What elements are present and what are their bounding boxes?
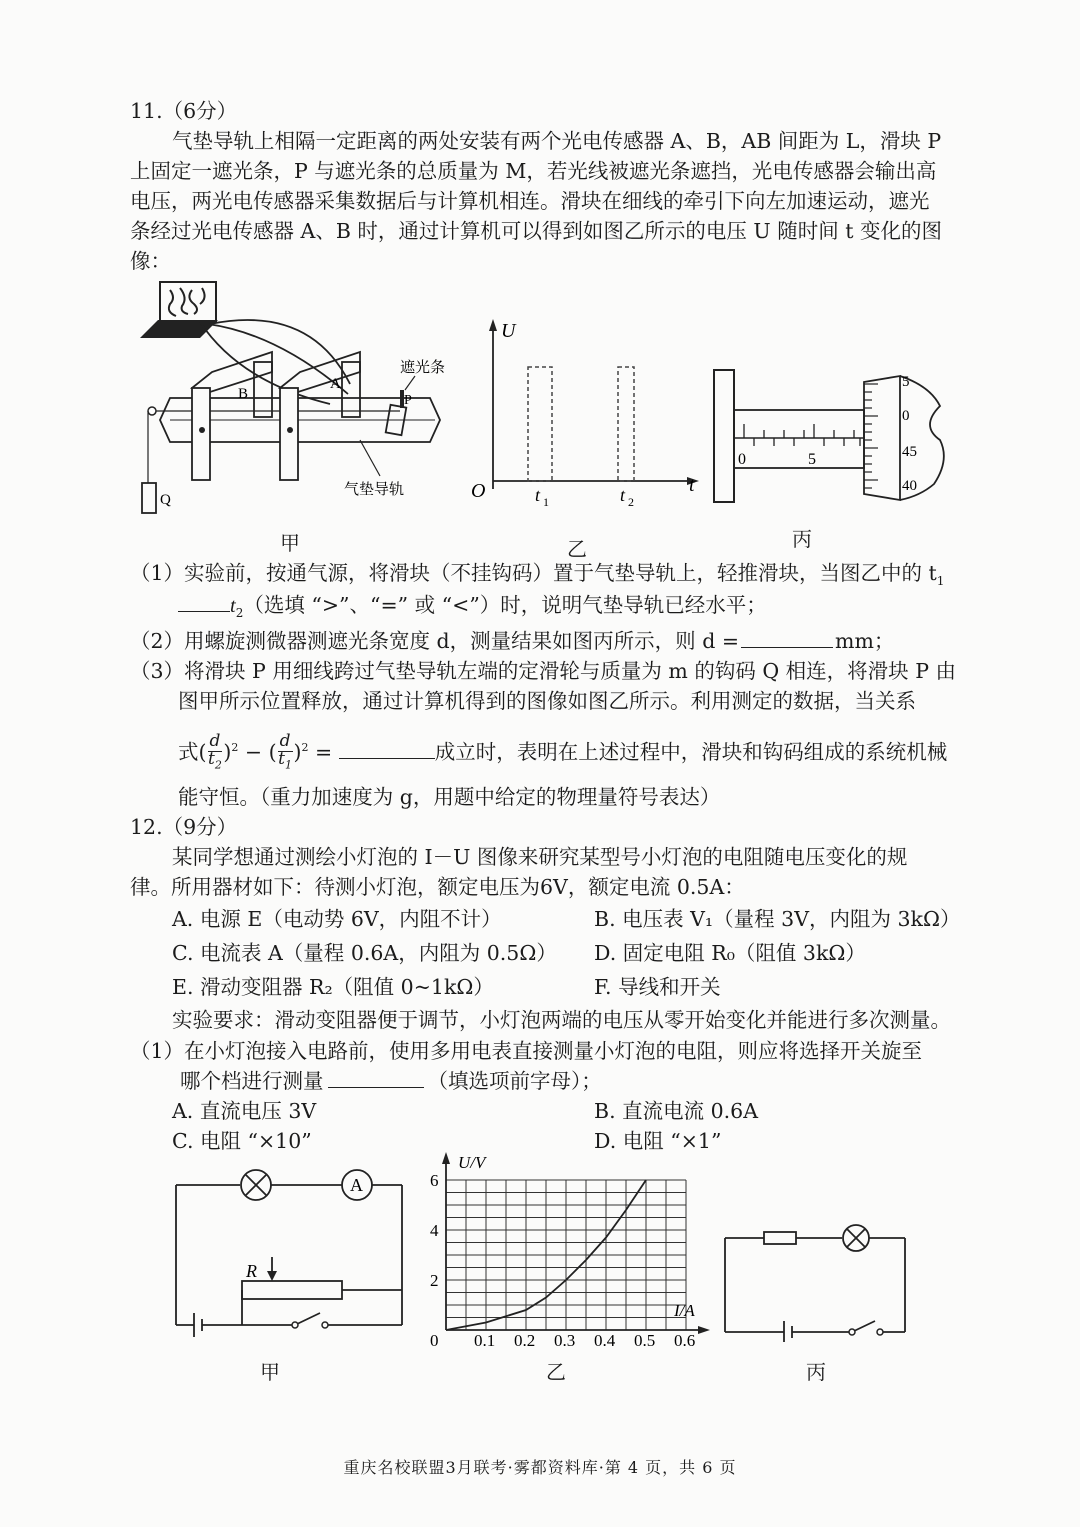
q12-choice-A: A. 直流电压 3V [172,1099,317,1123]
x-axis-label: I/A [674,1301,695,1320]
y-tick-label: 2 [430,1271,439,1290]
svg-text:2: 2 [628,495,634,509]
thimble-ticks [864,384,878,488]
q12-header: 12.（9分） [130,815,238,839]
q12-choice-B: B. 直流电流 0.6A [594,1099,759,1123]
q11-part1-line2: $t_2$（选填 “>”、“=” 或 “<”）时，说明气垫导轨已经水平； [178,590,767,628]
axis-t-label: t [689,474,695,496]
q12-intro-line-1: 某同学想通过测绘小灯泡的 I－U 图像来研究某型号小灯泡的电阻随电压变化的规 [172,845,908,869]
svg-text:t: t [535,485,541,505]
answer-blank-4[interactable] [328,1067,424,1088]
answer-blank-3[interactable] [339,738,435,759]
svg-text:A: A [330,376,341,392]
caption-bing: 丙 [792,527,812,551]
q12-circuit-bing [720,1222,910,1342]
svg-text:P: P [404,393,412,408]
page-footer: 重庆名校联盟3月联考·雾都资料库·第 4 页，共 6 页 [343,1458,737,1477]
q12-caption-jia: 甲 [260,1360,280,1384]
x-axis-arrow [698,1326,710,1334]
svg-text:5: 5 [808,451,816,468]
q11-intro-line-5: 像： [130,249,171,273]
origin-tick: 0 [430,1331,439,1350]
q11-intro-line-3: 电压，两光电传感器采集数据后与计算机相连。滑块在细线的牵引下向左加速运动，遮光 [130,189,930,213]
svg-text:45: 45 [902,444,917,460]
x-tick-label: 0.1 [474,1331,496,1350]
svg-text:5: 5 [902,374,910,390]
y-tick-label: 4 [430,1221,439,1240]
q12-option-D: D. 固定电阻 R₀（阻值 3kΩ） [594,941,866,965]
q12-choice-C: C. 电阻 “×10” [172,1129,312,1153]
q11-part2: （2）用螺旋测微器测遮光条宽度 d，测量结果如图丙所示，则 d = mm； [130,629,895,653]
pulse-2 [618,367,634,481]
q12-option-B: B. 电压表 V₁（量程 3V，内阻为 3kΩ） [594,907,961,931]
pulse-1 [528,367,552,481]
q11-figure-jia [130,280,460,520]
q11-part1-line1: （1）实验前，按通气源，将滑块（不挂钩码）置于气垫导轨上，轻推滑块，当图乙中的 $t_1$ [130,561,945,589]
y-tick-label: 6 [430,1171,439,1190]
svg-text:1: 1 [543,495,549,509]
svg-text:0: 0 [902,408,910,424]
q12-requirement: 实验要求：滑动变阻器便于调节，小灯泡两端的电压从零开始变化并能进行多次测量。 [172,1008,951,1032]
x-tick-label: 0.4 [594,1331,616,1350]
y-axis-label: U/V [458,1153,486,1172]
q12-part1-line2: 哪个档进行测量 （填选项前字母）； [180,1069,602,1093]
q11-part3-line1: （3）将滑块 P 用细线跨过气垫导轨左端的定滑轮与质量为 m 的钩码 Q 相连，将滑块 P 由 [130,659,957,683]
answer-blank-2[interactable] [741,627,833,648]
sensor-B [192,352,272,480]
q12-choice-D: D. 电阻 “×1” [594,1129,722,1153]
q12-caption-bing: 丙 [806,1360,826,1384]
q11-header: 11.（6分） [130,99,238,123]
rheostat-label: R [246,1261,257,1281]
q11-part3-line4: 能守恒。（重力加速度为 g，用题中给定的物理量符号表达） [178,785,721,809]
q11-intro-line-1: 气垫导轨上相隔一定距离的两处安装有两个光电传感器 A、B，AB 间距为 L，滑块 P [172,129,942,153]
q12-option-F: F. 导线和开关 [594,975,721,999]
y-axis-arrow [442,1152,450,1164]
x-tick-label: 0.2 [514,1331,536,1350]
q12-option-C: C. 电流表 A（量程 0.6A，内阻为 0.5Ω） [172,941,557,965]
svg-text:0: 0 [738,451,746,468]
svg-text:t: t [620,485,626,505]
label-zheguangtiao: 遮光条 [400,360,446,376]
caption-yi: 乙 [567,537,587,561]
q12-option-E: E. 滑动变阻器 R₂（阻值 0~1kΩ） [172,975,494,999]
chart-grid [446,1180,686,1330]
axis-U-label: U [501,320,516,342]
q12-circuit-jia [170,1165,410,1345]
q11-part3-line3: 式$(\frac{d}{t_2})^2 - (\frac{d}{t_1})^2$ = 成立时，表明在上述过程中，滑块和钩码组成的系统机械 [178,731,948,772]
main-scale-ticks [744,424,860,446]
q12-option-A: A. 电源 E（电动势 6V，内阻不计） [172,907,502,931]
q11-figure-bing [710,362,950,512]
caption-jia: 甲 [280,531,300,555]
x-tick-label: 0.5 [634,1331,656,1350]
q11-figure-yi [465,315,710,515]
q12-intro-line-2: 律。所用器材如下：待测小灯泡，额定电压为6V，额定电流 0.5A： [130,875,745,899]
x-tick-label: 0.3 [554,1331,576,1350]
ammeter-label: A [350,1175,363,1195]
svg-text:B: B [238,386,249,402]
q12-caption-yi: 乙 [546,1360,566,1384]
answer-blank-1[interactable] [178,591,230,612]
q11-intro-line-4: 条经过光电传感器 A、B 时，通过计算机可以得到如图乙所示的电压 U 随时间 t 变化的图 [130,219,942,243]
q11-part3-line2: 图甲所示位置释放，通过计算机得到的图像如图乙所示。利用测定的数据，当关系 [178,689,916,713]
q12-iu-chart [420,1150,710,1350]
label-rail: 气垫导轨 [344,482,405,498]
x-tick-label: 0.6 [674,1331,696,1350]
q11-intro-line-2: 上固定一遮光条，P 与遮光条的总质量为 M，若光线被遮光条遮挡，光电传感器会输出高 [130,159,937,183]
origin-label: O [471,480,486,502]
svg-text:40: 40 [902,478,917,494]
label-Q: Q [160,492,171,508]
q12-part1-line1: （1）在小灯泡接入电路前，使用多用电表直接测量小灯泡的电阻，则应将选择开关旋至 [130,1039,923,1063]
